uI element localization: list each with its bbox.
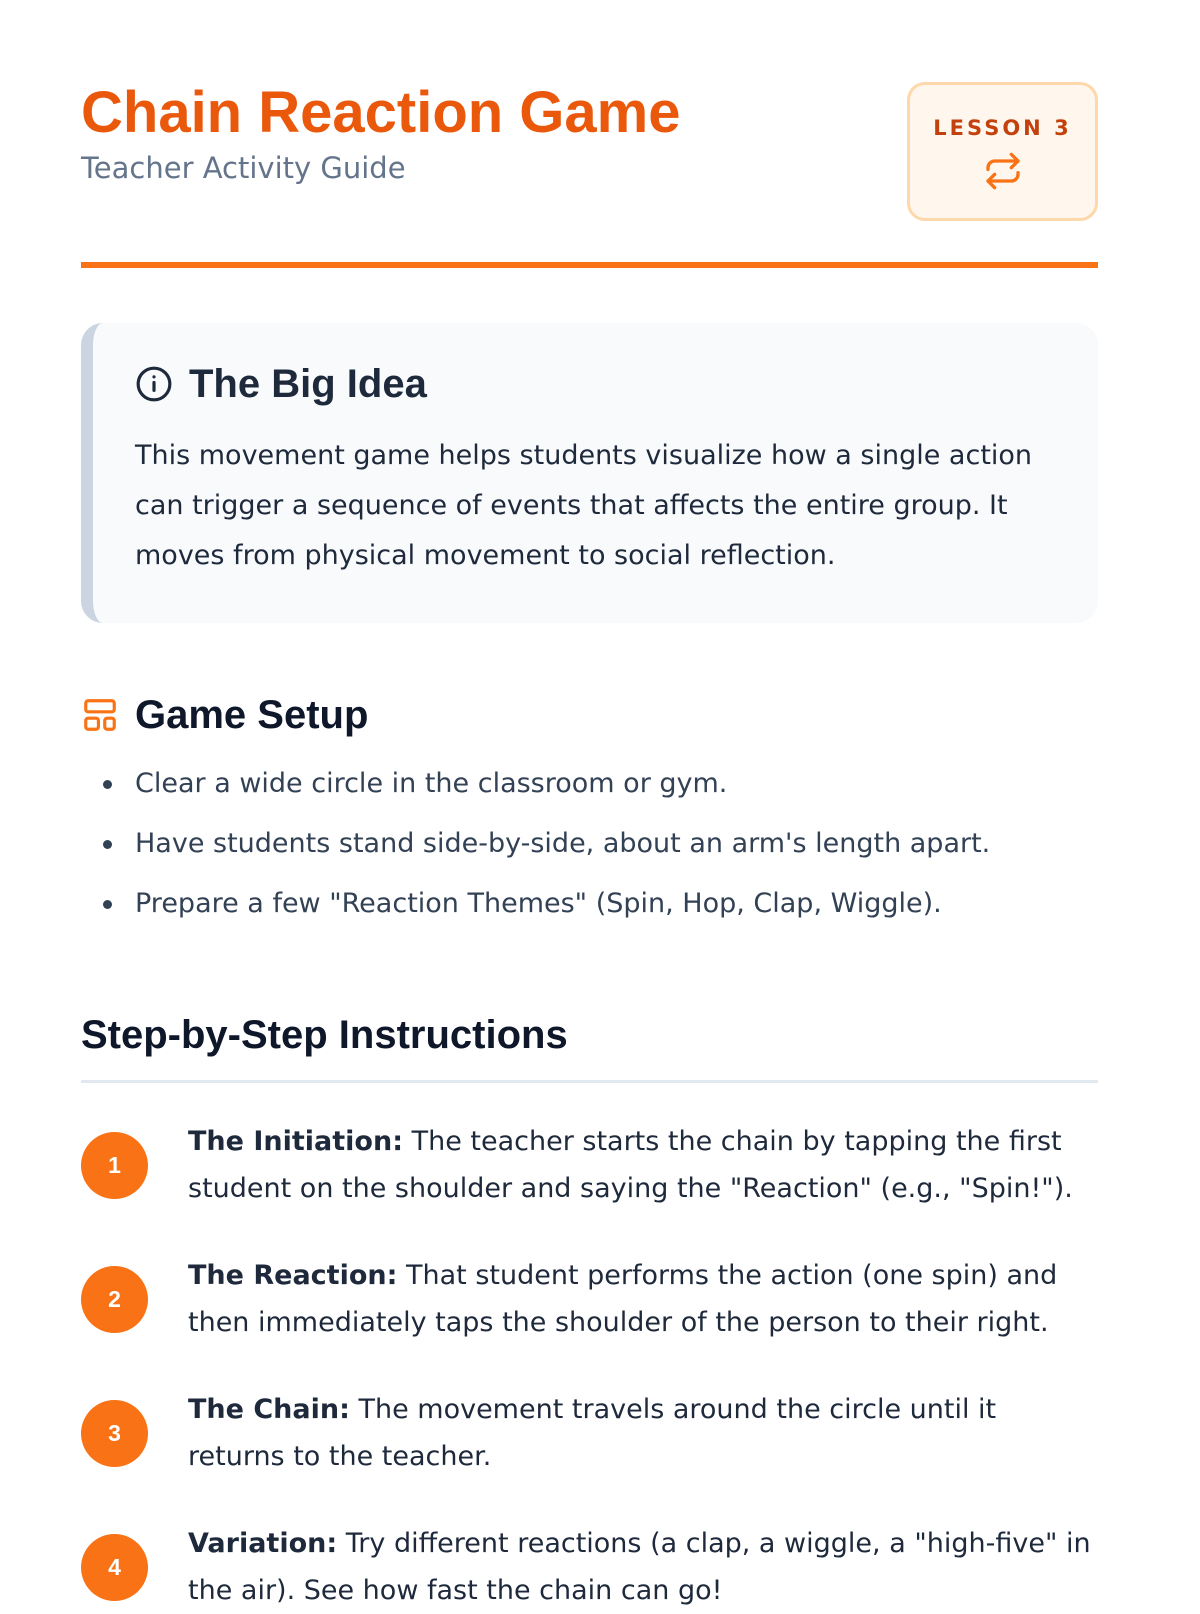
- lesson-badge: [907, 82, 1098, 221]
- bullet-dot-icon: [103, 840, 112, 849]
- setup-list: [81, 766, 1098, 922]
- step-text: [188, 1118, 1098, 1212]
- step-title: The Reaction:: [188, 1260, 398, 1291]
- step-number-badge: 4: [81, 1534, 148, 1601]
- setup-list-item: [81, 826, 1098, 862]
- game-setup-heading-text: Game Setup: [135, 693, 369, 737]
- game-setup-section: [81, 690, 1098, 946]
- instructions-section: [81, 1010, 1098, 1606]
- step-number-badge: 2: [81, 1266, 148, 1333]
- setup-list-item: [81, 886, 1098, 922]
- step-description: Try different reactions (a clap, a wiggle, a "high-five" in the air). See how fast the chain can go!: [188, 1528, 1091, 1606]
- page-header: [81, 0, 1098, 268]
- big-idea-heading: [135, 359, 1058, 409]
- step-number-badge: 1: [81, 1132, 148, 1199]
- big-idea-card: [81, 323, 1098, 623]
- setup-item-text: Clear a wide circle in the classroom or gym.: [135, 768, 728, 799]
- step-title: The Initiation:: [188, 1126, 403, 1157]
- step-number-badge: 3: [81, 1400, 148, 1467]
- big-idea-text: This movement game helps students visualize how a single action can trigger a sequence of events that affects the entire group. It moves from physical movement to social reflection.: [135, 440, 1033, 571]
- step-description: The teacher starts the chain by tapping the first student on the shoulder and saying the "Reaction" (e.g., "Spin!").: [188, 1126, 1073, 1204]
- repeat-icon: [983, 151, 1023, 191]
- step-title: The Chain:: [188, 1394, 350, 1425]
- layout-icon: [81, 696, 119, 734]
- step-text: [188, 1386, 1098, 1480]
- page-title: Chain Reaction Game: [81, 80, 681, 145]
- bullet-dot-icon: [103, 780, 112, 789]
- lesson-badge-label: LESSON 3: [933, 116, 1072, 140]
- game-setup-heading: [81, 690, 1098, 740]
- setup-list-item: [81, 766, 1098, 802]
- setup-item-text: Have students stand side-by-side, about an arm's length apart.: [135, 828, 991, 859]
- step-text: [188, 1252, 1098, 1346]
- instructions-divider: [81, 1080, 1098, 1083]
- big-idea-heading-text: The Big Idea: [189, 362, 427, 406]
- step-title: Variation:: [188, 1528, 338, 1559]
- page-subtitle: Teacher Activity Guide: [81, 151, 406, 185]
- bullet-dot-icon: [103, 900, 112, 909]
- info-icon: [135, 365, 173, 403]
- setup-item-text: Prepare a few "Reaction Themes" (Spin, Hop, Clap, Wiggle).: [135, 888, 942, 919]
- instructions-heading: Step-by-Step Instructions: [81, 1013, 568, 1057]
- step-description: The movement travels around the circle until it returns to the teacher.: [188, 1394, 997, 1472]
- header-divider: [81, 262, 1098, 268]
- step-description: That student performs the action (one spin) and then immediately taps the shoulder of the person to their right.: [188, 1260, 1058, 1338]
